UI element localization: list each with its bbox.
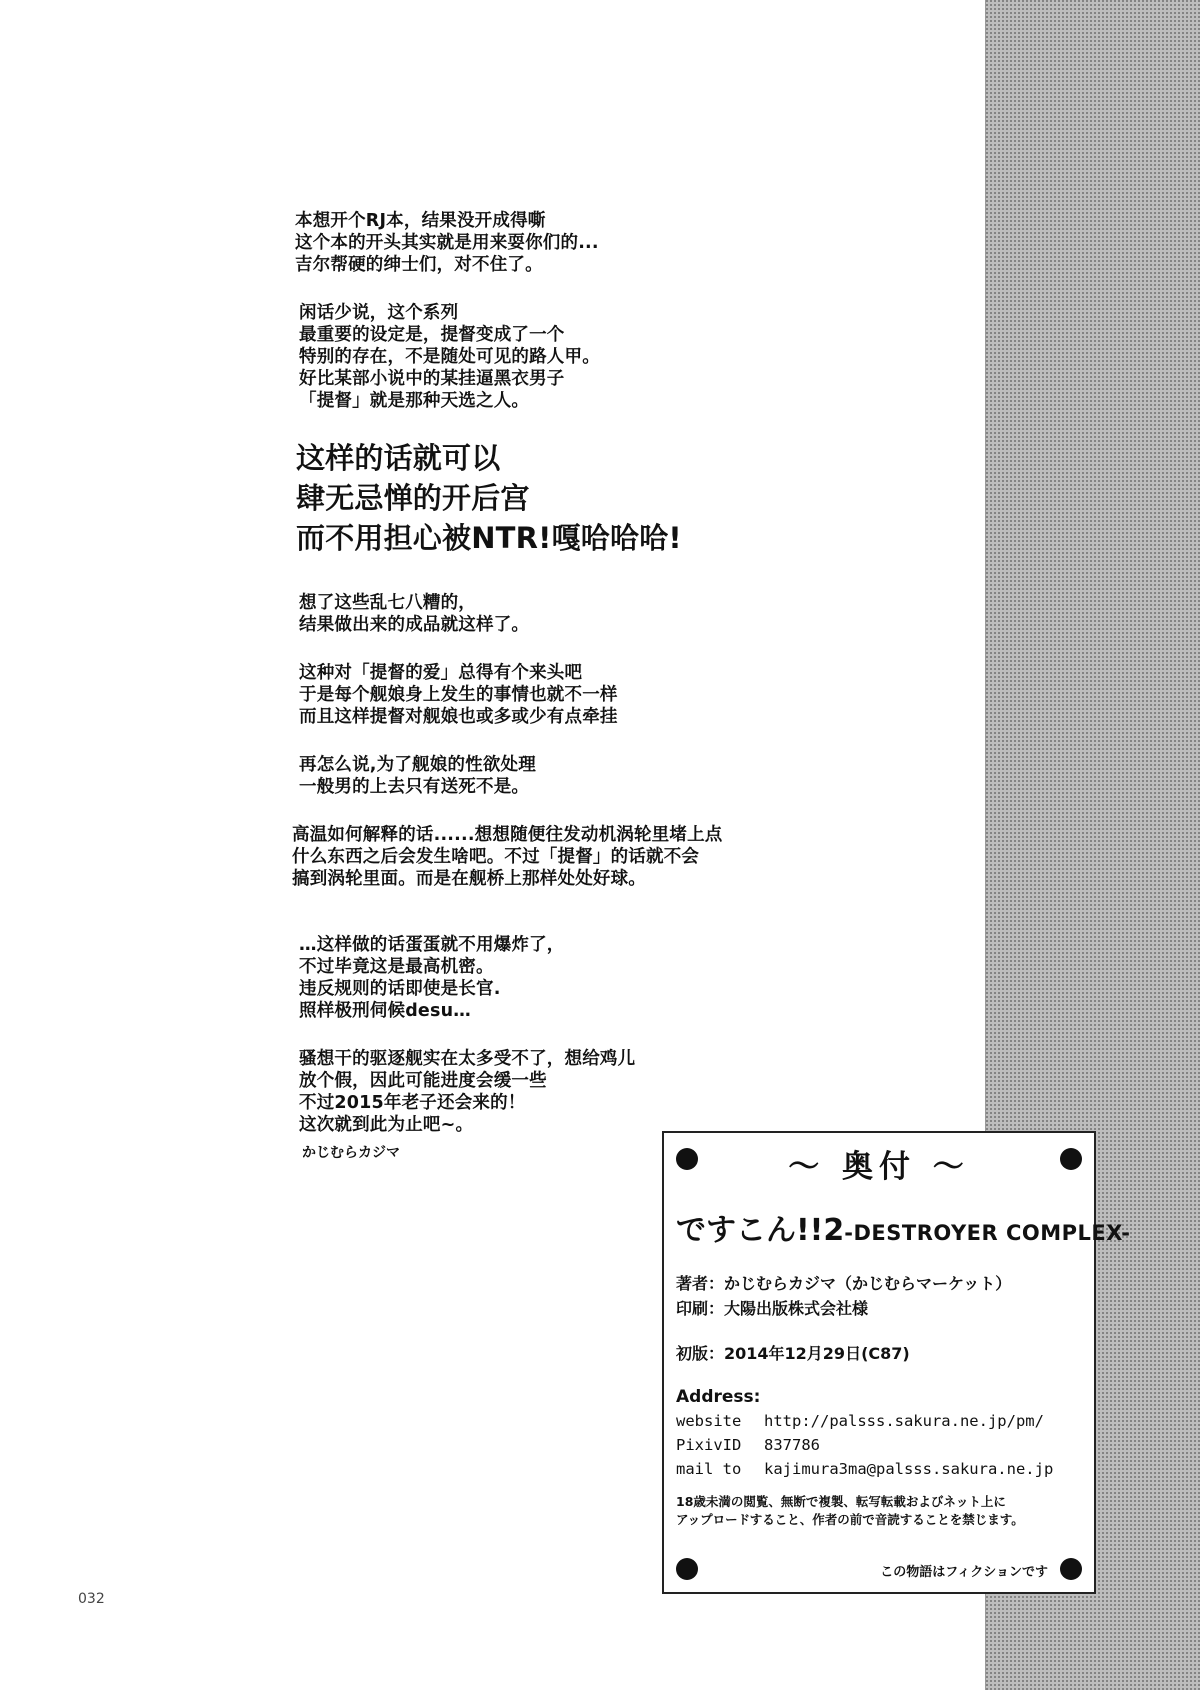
afterword-paragraph-7 <box>299 934 812 1022</box>
pixiv-id: 837786 <box>764 1436 820 1454</box>
book-title-sub: -DESTROYER COMPLEX- <box>844 1221 1131 1245</box>
afterword-paragraph-3 <box>299 592 812 636</box>
notice-line: アップロードすること、作者の前で音読することを禁じます。 <box>676 1512 1024 1527</box>
text-line: 闲话少说，这个系列 <box>299 303 459 323</box>
text-line: 再怎么说,为了舰娘的性欲处理 <box>299 755 536 775</box>
page-number: 032 <box>78 1591 105 1607</box>
text-line: 照样极刑伺候desu… <box>299 1001 471 1021</box>
credits <box>676 1271 1011 1321</box>
pixiv-label: PixivID <box>676 1436 742 1454</box>
book-title-main: ですこん!!2 <box>676 1213 845 1248</box>
corner-dot-icon <box>676 1558 698 1580</box>
mail-link[interactable]: kajimura3ma@palsss.sakura.ne.jp <box>764 1460 1054 1478</box>
text-line: 好比某部小说中的某挂逼黑衣男子 <box>299 369 565 389</box>
website-link[interactable]: http://palsss.sakura.ne.jp/pm/ <box>764 1412 1044 1430</box>
text-line: 而且这样提督对舰娘也或多或少有点牵挂 <box>299 707 618 727</box>
afterword-text <box>292 210 812 1162</box>
text-line: 违反规则的话即使是长官. <box>299 979 501 999</box>
text-line: 这个本的开头其实就是用来耍你们的... <box>295 233 599 253</box>
text-line: 这种对「提督的爱」总得有个来头吧 <box>299 663 583 683</box>
text-line: 什么东西之后会发生啥吧。不过「提督」的话就不会 <box>292 847 700 867</box>
text-line: 本想开个RJ本，结果没开成得嘶 <box>295 211 546 231</box>
text-line: …这样做的话蛋蛋就不用爆炸了， <box>299 935 565 955</box>
text-line: 结果做出来的成品就这样了。 <box>299 615 530 635</box>
colophon-box <box>662 1131 1131 1594</box>
mail-label: mail to <box>676 1460 742 1478</box>
afterword-emphasis <box>296 438 812 558</box>
colophon-heading: ～ 奥付 ～ <box>788 1149 970 1185</box>
notice-line: 18歳未満の閲覧、無断で複製、転写転載およびネット上に <box>676 1494 1006 1509</box>
address-row <box>676 1433 1053 1457</box>
text-line: 放个假，因此可能进度会缓一些 <box>299 1071 547 1091</box>
corner-dot-icon <box>1060 1558 1082 1580</box>
printer-credit: 印刷：大陽出版株式会社様 <box>676 1299 869 1318</box>
text-line: 不过2015年老子还会来的！ <box>299 1093 526 1113</box>
book-title <box>676 1205 1130 1249</box>
text-line: 「提督」就是那种天选之人。 <box>299 391 530 411</box>
text-line: 而不用担心被NTR!嘎哈哈哈! <box>296 521 682 555</box>
text-line: 一般男的上去只有送死不是。 <box>299 777 530 797</box>
author-signature: かじむらカジマ <box>302 1145 400 1161</box>
text-line: 于是每个舰娘身上发生的事情也就不一样 <box>299 685 618 705</box>
afterword-paragraph-1 <box>295 210 812 276</box>
fiction-disclaimer: この物語はフィクションです <box>880 1565 1048 1580</box>
address-row <box>676 1457 1053 1481</box>
address-label: Address: <box>676 1387 761 1407</box>
website-label: website <box>676 1412 742 1430</box>
text-line: 特别的存在，不是随处可见的路人甲。 <box>299 347 600 367</box>
text-line: 不过毕竟这是最高机密。 <box>299 957 494 977</box>
text-line: 高温如何解释的话......想想随便往发动机涡轮里堵上点 <box>292 825 723 845</box>
afterword-paragraph-5 <box>299 754 812 798</box>
text-line: 最重要的设定是，提督变成了一个 <box>299 325 565 345</box>
text-line: 肆无忌惮的开后宫 <box>296 481 530 515</box>
author-credit: 著者：かじむらカジマ（かじむらマーケット） <box>676 1274 1012 1293</box>
afterword-paragraph-6 <box>292 824 812 890</box>
text-line: 这样的话就可以 <box>296 441 501 475</box>
address-block <box>676 1385 1053 1481</box>
text-line: 这次就到此为止吧~。 <box>299 1115 474 1135</box>
address-row <box>676 1409 1053 1433</box>
afterword-paragraph-8 <box>299 1048 812 1136</box>
first-edition: 初版：2014年12月29日(C87) <box>676 1344 910 1363</box>
legal-notice <box>676 1493 1024 1529</box>
text-line: 想了这些乱七八糟的， <box>299 593 476 613</box>
text-line: 吉尔帮硬的绅士们，对不住了。 <box>295 255 543 275</box>
afterword-paragraph-4 <box>299 662 812 728</box>
afterword-paragraph-2 <box>299 302 812 412</box>
text-line: 搞到涡轮里面。而是在舰桥上那样处处好球。 <box>292 869 646 889</box>
text-line: 骚想干的驱逐舰实在太多受不了，想给鸡儿 <box>299 1049 636 1069</box>
